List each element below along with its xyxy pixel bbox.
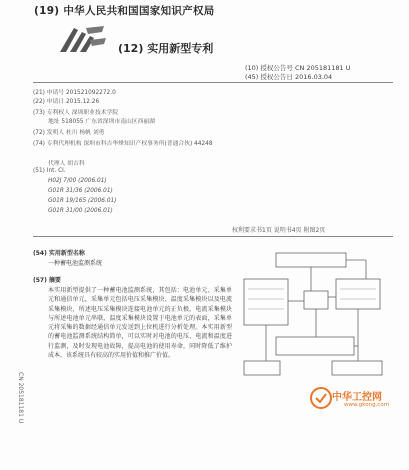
figure-block bbox=[332, 361, 382, 375]
publication-number: (10) 授权公告号 CN 205181181 U bbox=[245, 64, 351, 72]
figure-block bbox=[244, 279, 288, 325]
watermark-url: www.gkong.com bbox=[344, 402, 390, 408]
owner-address: 地址 518055 广东省深圳市南山区西丽湖 bbox=[48, 119, 155, 125]
ipc-label: (51) Int. Cl. bbox=[33, 168, 66, 174]
ipc-code: G01R 31/36 (2006.01) bbox=[48, 188, 113, 194]
abstract-label: (57) 摘要 bbox=[33, 277, 61, 284]
patent-agent: 代理人 胡吉科 bbox=[48, 161, 85, 167]
figure-block bbox=[304, 291, 328, 309]
side-patent-code: CN 205181181 U bbox=[17, 372, 24, 424]
utility-model-name: 一种蓄电池监测系统 bbox=[48, 260, 103, 267]
publication-date: (45) 授权公告日 2016.03.04 bbox=[245, 73, 333, 81]
abstract-divider bbox=[33, 236, 393, 237]
utility-model-title-label: (54) 实用新型名称 bbox=[33, 250, 85, 257]
application-number: (21) 申请号 201521092272.0 bbox=[33, 90, 116, 96]
figure-block bbox=[276, 253, 346, 267]
header-divider bbox=[33, 82, 393, 83]
abstract-text: 本实用新型提供了一种蓄电池监测系统，其包括：电池单元、采集单元和通信单元，采集单元包括电压采集模块、温度采集模块以及电流采集模块，所述电压采集模块连接电池单元的正负极，电流采集模块与所述电池单元串联，温度采集模块设置于电池单元的表面，采集单元将采集的数据经通信单元发送到上位机进行分析处理。本实用新型的蓄电池监测系统结构简单，可以实时对电池的电压、电流和温度进行监测，及时发现电池故障，提高电池的使用寿命，同时降低了维护成本，该系统具有较高的实用价值和推广价值。 bbox=[48, 287, 232, 360]
watermark-logo-icon bbox=[309, 386, 333, 410]
page-count-summary: 权利要求书1页 说明书4页 附图2页 bbox=[232, 227, 326, 234]
inventors: (72) 发明人 杜川 杨帆 刘勇 bbox=[33, 130, 105, 136]
patent-agency: (74) 专利代理机构 深圳市科吉华烽知识产权事务所(普通合伙) 44248 bbox=[33, 141, 213, 147]
figure-block bbox=[244, 361, 280, 375]
figure-block bbox=[336, 279, 380, 309]
abstract-figure bbox=[236, 245, 394, 381]
document-type: (12) 实用新型专利 bbox=[118, 42, 214, 55]
application-date: (22) 申请日 2015.12.26 bbox=[33, 99, 100, 105]
patent-owner: (73) 专利权人 深圳职业技术学院 bbox=[33, 110, 119, 116]
ipc-code: H02J 7/00 (2006.01) bbox=[48, 178, 107, 184]
watermark-text: 中华工控网 bbox=[332, 392, 382, 403]
ipc-code: G01R 31/00 (2006.01) bbox=[48, 208, 113, 214]
ipc-code: G01R 19/165 (2006.01) bbox=[48, 198, 117, 204]
figure-block bbox=[276, 337, 354, 355]
office-logo bbox=[56, 22, 108, 58]
patent-office-header: (19) 中华人民共和国国家知识产权局 bbox=[34, 5, 215, 17]
